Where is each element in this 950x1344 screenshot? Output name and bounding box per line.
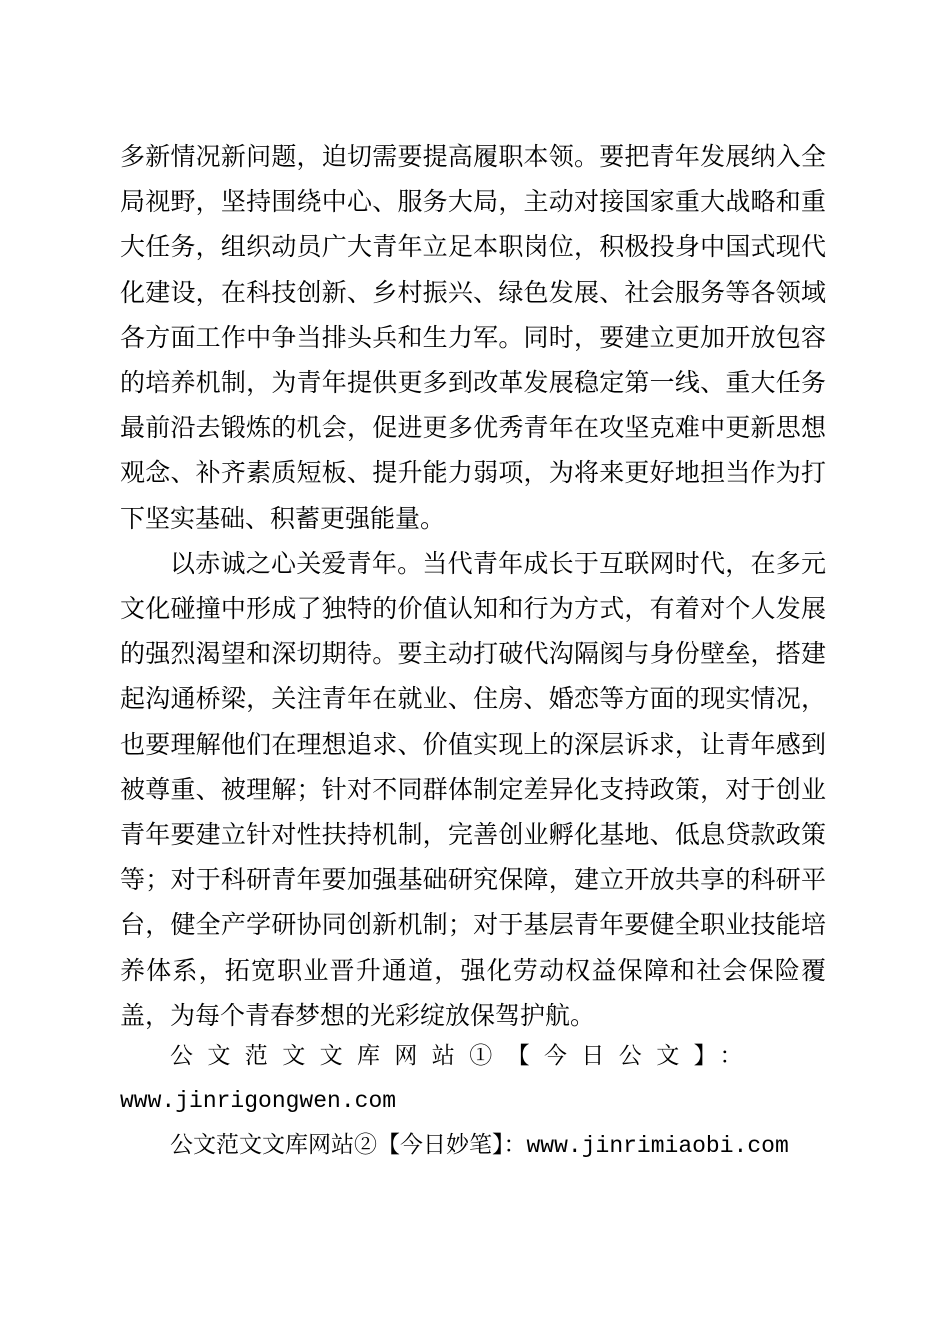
footer-site2-label: 公文范文文库网站②【今日妙笔】： [170, 1132, 527, 1158]
document-body [120, 134, 826, 1038]
footer-site1-url-line [120, 1078, 826, 1123]
paragraph-continued: 多新情况新问题，迫切需要提高履职本领。要把青年发展纳入全局视野，坚持围绕中心、服务大局，主动对接国家重大战略和重大任务，组织动员广大青年立足本职岗位，积极投身中国式现代化建设，在科技创新、乡村振兴、绿色发展、社会服务等各领域各方面工作中争当排头兵和生力军。同时，要建立更加开放包容的培养机制，为青年提供更多到改革发展稳定第一线、重大任务最前沿去锻炼的机会，促进更多优秀青年在攻坚克难中更新思想观念、补齐素质短板、提升能力弱项，为将来更好地担当作为打下坚实基础、积蓄更强能量。 [120, 142, 826, 533]
document-footer [120, 1034, 826, 1168]
footer-site1-url[interactable]: www.jinrigongwen.com [120, 1088, 397, 1114]
footer-site2-url[interactable]: www.jinrimiaobi.com [526, 1133, 789, 1159]
footer-site2-line [120, 1123, 826, 1168]
paragraph-care-for-youth: 以赤诚之心关爱青年。当代青年成长于互联网时代，在多元文化碰撞中形成了独特的价值认知和行为方式，有着对个人发展的强烈渴望和深切期待。要主动打破代沟隔阂与身份壁垒，搭建起沟通桥梁，关注青年在就业、住房、婚恋等方面的现实情况，也要理解他们在理想追求、价值实现上的深层诉求，让青年感到被尊重、被理解；针对不同群体制定差异化支持政策，对于创业青年要建立针对性扶持机制，完善创业孵化基地、低息贷款政策等；对于科研青年要加强基础研究保障，建立开放共享的科研平台，健全产学研协同创新机制；对于基层青年要健全职业技能培养体系，拓宽职业晋升通道，强化劳动权益保障和社会保险覆盖，为每个青春梦想的光彩绽放保驾护航。 [120, 548, 826, 1030]
footer-site1-label: 公文范文文库网站①【今日公文】： [170, 1043, 757, 1069]
